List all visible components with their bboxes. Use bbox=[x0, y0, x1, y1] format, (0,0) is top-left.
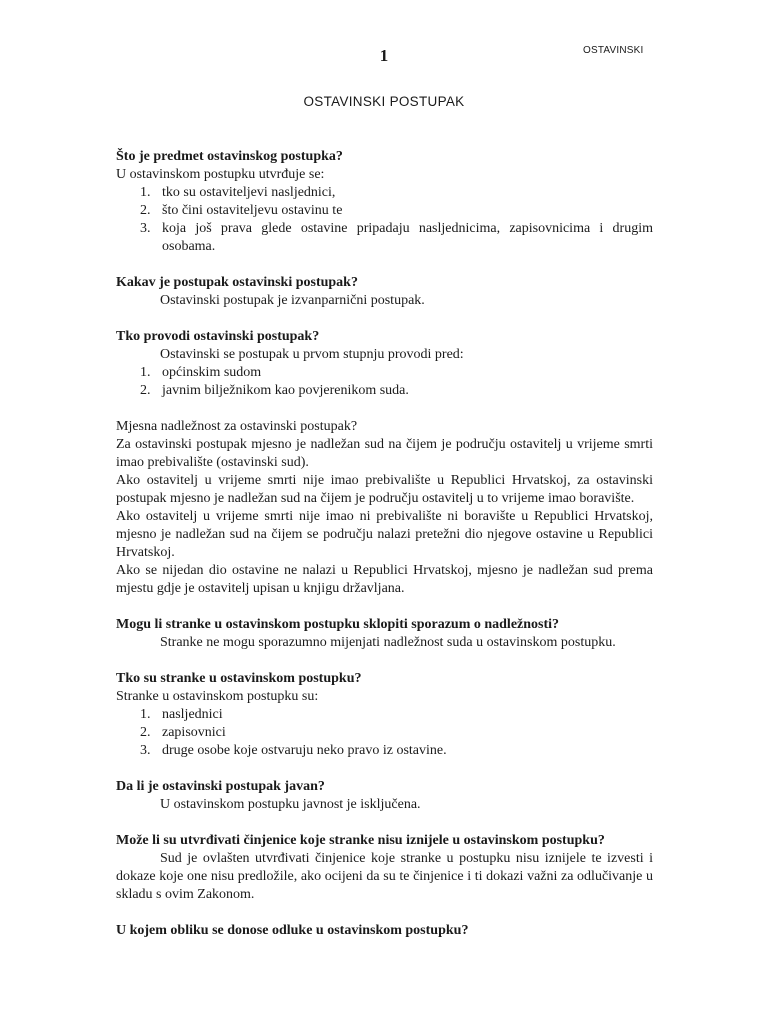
answer-text: Ostavinski postupak je izvanparnični postupak. bbox=[160, 293, 425, 308]
list-item-text: tko su ostaviteljevi nasljednici, bbox=[162, 185, 336, 200]
list-item bbox=[116, 382, 653, 400]
numbered-list bbox=[116, 706, 653, 760]
paragraph: Ako ostavitelj u vrijeme smrti nije imao ni prebivalište ni boravište u Republici Hrvatskoj, mjesno je nadležan sud na čijem se području nalazi pretežni dio njegove ostavine u Republici Hrvatskoj. bbox=[116, 509, 653, 560]
list-item-text: javnim bilježnikom kao povjerenikom suda. bbox=[162, 383, 409, 398]
page-number: 1 bbox=[379, 46, 389, 65]
list-number: 1. bbox=[140, 707, 151, 722]
section-predmet bbox=[116, 148, 653, 256]
question-heading: Mjesna nadležnost za ostavinski postupak? bbox=[116, 419, 358, 434]
list-item-text: što čini ostaviteljevu ostavinu te bbox=[162, 203, 343, 218]
section-tko-provodi bbox=[116, 328, 653, 400]
document-body bbox=[116, 148, 653, 958]
question-heading: Tko provodi ostavinski postupak? bbox=[116, 329, 320, 344]
list-item bbox=[116, 364, 653, 382]
question-heading: Što je predmet ostavinskog postupka? bbox=[116, 149, 343, 164]
section-stranke bbox=[116, 670, 653, 760]
list-item bbox=[116, 184, 653, 202]
list-number: 1. bbox=[140, 185, 151, 200]
question-heading: Može li su utvrđivati činjenice koje stranke nisu iznijele u ostavinskom postupku? bbox=[116, 833, 605, 848]
document-title: OSTAVINSKI POSTUPAK bbox=[303, 94, 465, 109]
list-item-text: zapisovnici bbox=[162, 725, 226, 740]
list-item bbox=[116, 742, 653, 760]
answer-text: Stranke ne mogu sporazumno mijenjati nadležnost suda u ostavinskom postupku. bbox=[160, 635, 616, 650]
list-item-text: koja još prava glede ostavine pripadaju nasljednicima, zapisovnicima i drugim osobama. bbox=[162, 221, 653, 254]
section-mjesna-nadleznost bbox=[116, 418, 653, 598]
section-cinjenice bbox=[116, 832, 653, 904]
intro-text: Stranke u ostavinskom postupku su: bbox=[116, 689, 319, 704]
section-sporazum bbox=[116, 616, 653, 652]
list-number: 2. bbox=[140, 725, 151, 740]
section-vrsta-postupka bbox=[116, 274, 653, 310]
list-number: 2. bbox=[140, 383, 151, 398]
list-number: 3. bbox=[140, 221, 151, 236]
list-number: 2. bbox=[140, 203, 151, 218]
section-oblik-odluka bbox=[116, 922, 653, 940]
list-item-text: općinskim sudom bbox=[162, 365, 262, 380]
paragraph: Za ostavinski postupak mjesno je nadležan sud na čijem je području ostavitelj u vrijeme smrti imao prebivalište (ostavinski sud). bbox=[116, 437, 653, 470]
question-heading: U kojem obliku se donose odluke u ostavinskom postupku? bbox=[116, 923, 469, 938]
numbered-list bbox=[116, 364, 653, 400]
question-heading: Kakav je postupak ostavinski postupak? bbox=[116, 275, 358, 290]
list-item bbox=[116, 220, 653, 256]
paragraph: Ako ostavitelj u vrijeme smrti nije imao prebivalište u Republici Hrvatskoj, za ostavinski postupak mjesno je nadležan sud na čijem je području ostavitelj u to vrijeme imao boravište. bbox=[116, 473, 653, 506]
paragraph: Ako se nijedan dio ostavine ne nalazi u Republici Hrvatskoj, mjesno je nadležan sud prema mjestu gdje je ostavitelj upisan u knjigu državljana. bbox=[116, 563, 653, 596]
section-javnost bbox=[116, 778, 653, 814]
list-item-text: nasljednici bbox=[162, 707, 223, 722]
answer-text: U ostavinskom postupku javnost je isključena. bbox=[160, 797, 421, 812]
numbered-list bbox=[116, 184, 653, 256]
running-head: OSTAVINSKI bbox=[583, 45, 644, 56]
intro-text: Ostavinski se postupak u prvom stupnju provodi pred: bbox=[160, 347, 464, 362]
list-number: 3. bbox=[140, 743, 151, 758]
question-heading: Tko su stranke u ostavinskom postupku? bbox=[116, 671, 362, 686]
list-number: 1. bbox=[140, 365, 151, 380]
intro-text: U ostavinskom postupku utvrđuje se: bbox=[116, 167, 325, 182]
question-heading: Mogu li stranke u ostavinskom postupku sklopiti sporazum o nadležnosti? bbox=[116, 617, 560, 632]
list-item bbox=[116, 706, 653, 724]
list-item bbox=[116, 724, 653, 742]
list-item bbox=[116, 202, 653, 220]
answer-text: Sud je ovlašten utvrđivati činjenice koje stranke u postupku nisu iznijele te izvesti i dokaze koje one nisu predložile, ako ocijeni da su te činjenice i ti dokazi važni za odlučivanje u skladu s ovim Zakonom. bbox=[116, 851, 653, 902]
question-heading: Da li je ostavinski postupak javan? bbox=[116, 779, 325, 794]
list-item-text: druge osobe koje ostvaruju neko pravo iz ostavine. bbox=[162, 743, 447, 758]
